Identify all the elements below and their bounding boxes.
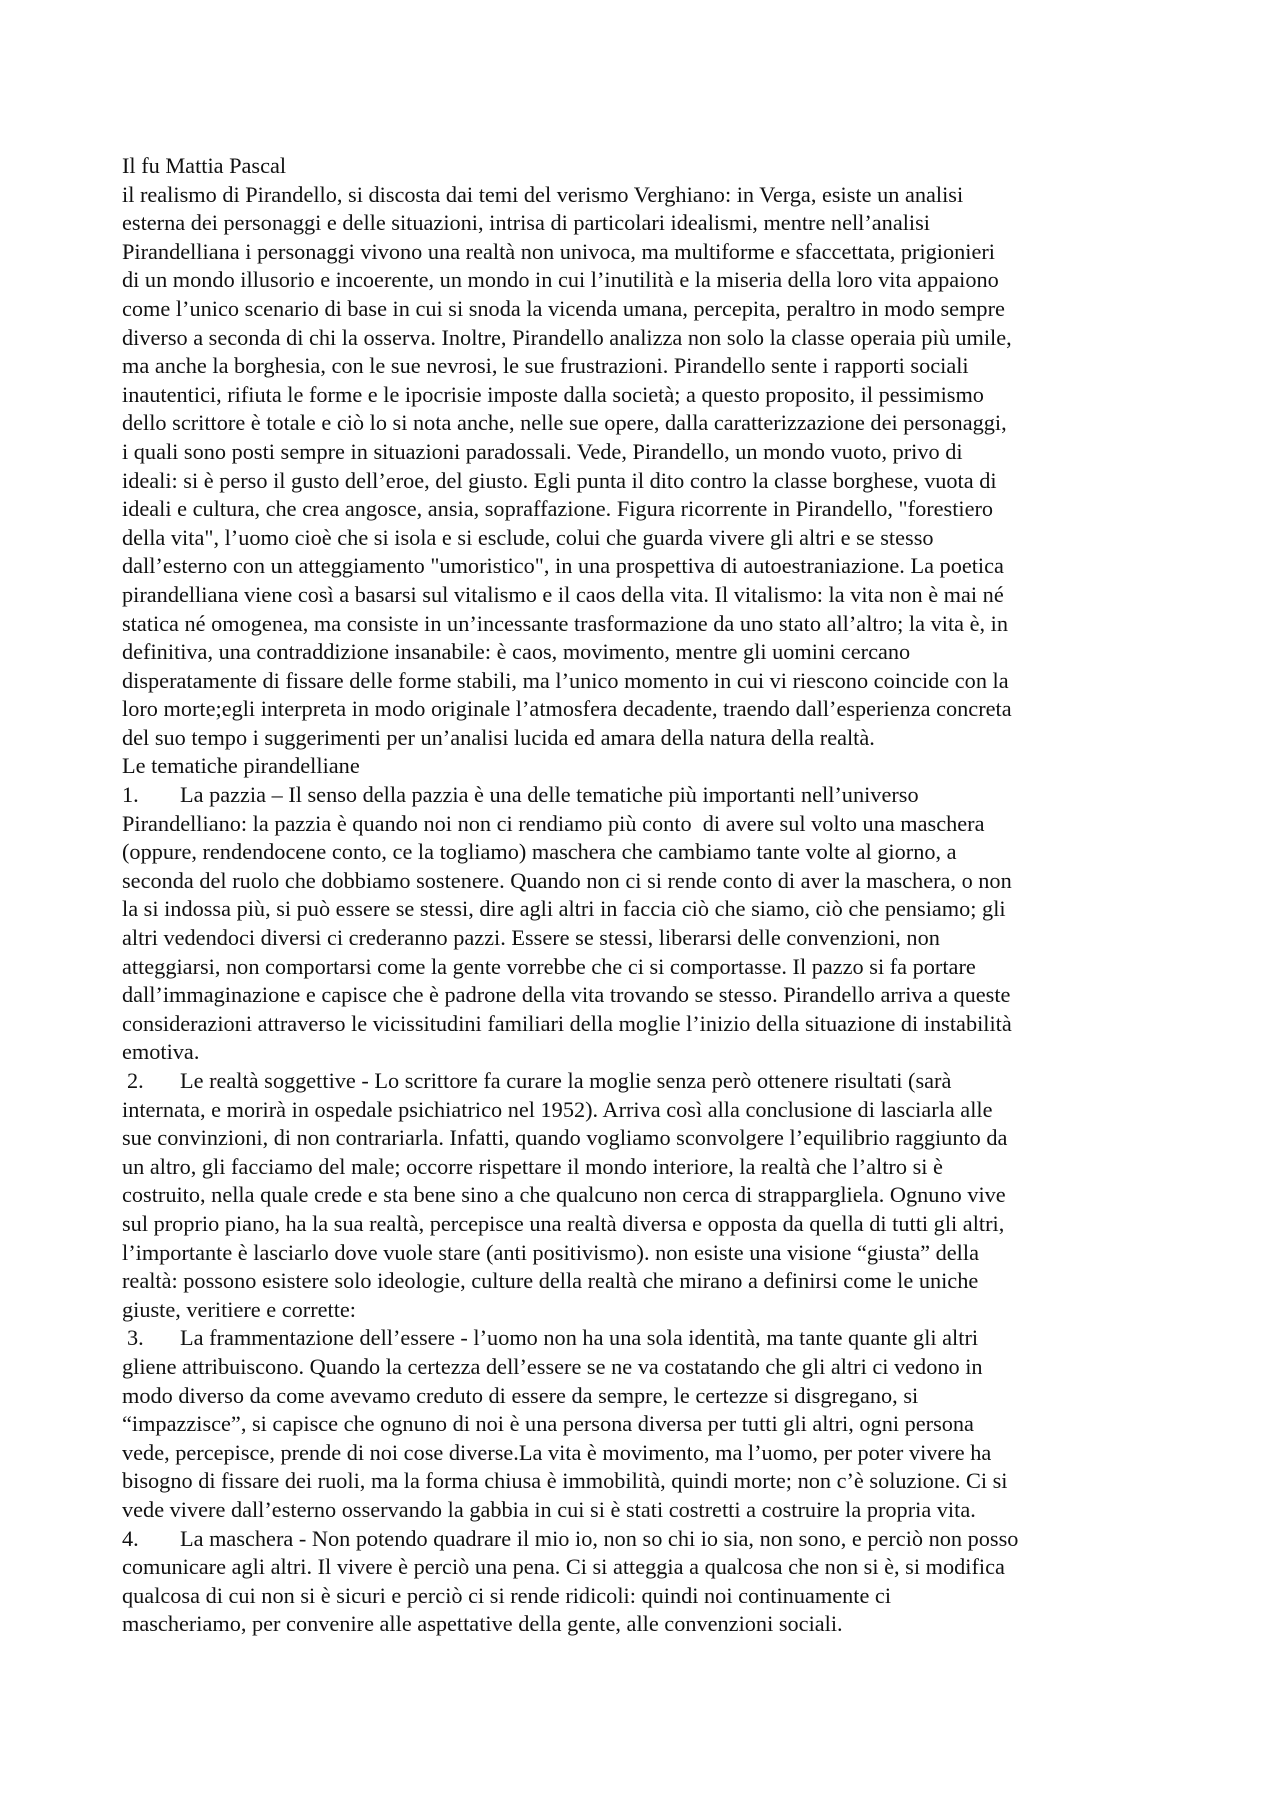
list-item-first-line xyxy=(122,1067,1170,1096)
text-line: La pazzia – Il senso della pazzia è una delle tematiche più importanti nell’universo xyxy=(180,782,919,808)
text-line: la si indossa più, si può essere se stessi, dire agli altri in faccia ciò che siamo, ciò che pensiamo; gli xyxy=(122,896,1006,922)
section-heading: Le tematiche pirandelliane xyxy=(122,753,360,779)
text-line: internata, e morirà in ospedale psichiatrico nel 1952). Arriva così alla conclusione di lasciarla alle xyxy=(122,1096,993,1122)
list-item-first-line xyxy=(122,1324,1170,1353)
text-line: dall’esterno con un atteggiamento "umoristico", in una prospettiva di autoestraniazione. La poetica xyxy=(122,553,1004,579)
text-line: ma anche la borghesia, con le sue nevrosi, le sue frustrazioni. Pirandello sente i rapporti sociali xyxy=(122,353,969,379)
text-line: La maschera - Non potendo quadrare il mio io, non so chi io sia, non sono, e perciò non posso xyxy=(180,1525,1019,1551)
intro-paragraph xyxy=(122,181,1170,753)
list-item-first-line xyxy=(122,1525,1170,1554)
list-item-first-line xyxy=(122,781,1170,810)
text-line: vede vivere dall’esterno osservando la gabbia in cui si è stati costretti a costruire la propria vita. xyxy=(122,1496,976,1522)
list-number: 4. xyxy=(122,1525,139,1551)
text-line: statica né omogenea, ma consiste in un’incessante trasformazione da uno stato all’altro; la vita è, in xyxy=(122,610,1008,636)
text-line: dello scrittore è totale e ciò lo si nota anche, nelle sue opere, dalla caratterizzazione dei personaggi, xyxy=(122,410,1007,436)
text-line: “impazzisce”, si capisce che ognuno di noi è una persona diversa per tutti gli altri, ogni persona xyxy=(122,1411,974,1437)
text-line: bisogno di fissare dei ruoli, ma la forma chiusa è immobilità, quindi morte; non c’è soluzione. Ci si xyxy=(122,1468,1008,1494)
text-line: vede, percepisce, prende di noi cose diverse.La vita è movimento, ma l’uomo, per poter vivere ha xyxy=(122,1439,992,1465)
text-line: ideali e cultura, che crea angosce, ansia, sopraffazione. Figura ricorrente in Pirandello, "forestiero xyxy=(122,496,994,522)
text-line: come l’unico scenario di base in cui si snoda la vicenda umana, percepita, peraltro in modo sempre xyxy=(122,295,1005,321)
text-line: giuste, veritiere e corrette: xyxy=(122,1296,356,1322)
text-line: Pirandelliano: la pazzia è quando noi non ci rendiamo più conto di avere sul volto una maschera xyxy=(122,810,985,836)
text-line: inautentici, rifiuta le forme e le ipocrisie imposte dalla società; a questo proposito, il pessimismo xyxy=(122,381,984,407)
text-line: il realismo di Pirandello, si discosta dai temi del verismo Verghiano: in Verga, esiste un analisi xyxy=(122,181,964,207)
text-line: emotiva. xyxy=(122,1039,200,1065)
text-line: comunicare agli altri. Il vivere è perciò una pena. Ci si atteggia a qualcosa che non si è, si modifica xyxy=(122,1554,1005,1580)
text-line: ideali: si è perso il gusto dell’eroe, del giusto. Egli punta il dito contro la classe borghese, vuota di xyxy=(122,467,997,493)
text-line: i quali sono posti sempre in situazioni paradossali. Vede, Pirandello, un mondo vuoto, privo di xyxy=(122,438,963,464)
text-line: modo diverso da come avevamo creduto di essere da sempre, le certezze si disgregano, si xyxy=(122,1382,919,1408)
text-line: pirandelliana viene così a basarsi sul vitalismo e il caos della vita. Il vitalismo: la vita non è mai né xyxy=(122,581,1004,607)
text-line: (oppure, rendendocene conto, ce la togliamo) maschera che cambiamo tante volte al giorno, a xyxy=(122,839,957,865)
list-item-2 xyxy=(122,1067,1170,1324)
list-number: 3. xyxy=(127,1325,144,1351)
text-line: di un mondo illusorio e incoerente, un mondo in cui l’inutilità e la miseria della loro vita appaiono xyxy=(122,267,999,293)
document-title: Il fu Mattia Pascal xyxy=(122,153,287,178)
list-item-4 xyxy=(122,1525,1170,1639)
text-line: un altro, gli facciamo del male; occorre rispettare il mondo interiore, la realtà che l’altro si è xyxy=(122,1153,943,1179)
text-line: La frammentazione dell’essere - l’uomo non ha una sola identità, ma tante quante gli altri xyxy=(180,1325,979,1351)
list-item-3 xyxy=(122,1324,1170,1524)
text-line: del suo tempo i suggerimenti per un’analisi lucida ed amara della natura della realtà. xyxy=(122,724,875,750)
list-number: 2. xyxy=(127,1068,144,1093)
list-number: 1. xyxy=(122,782,139,808)
text-line: l’importante è lasciarlo dove vuole stare (anti positivismo). non esiste una visione “giusta” della xyxy=(122,1239,979,1265)
text-line: realtà: possono esistere solo ideologie, culture della realtà che mirano a definirsi come le uniche xyxy=(122,1268,979,1294)
text-line: qualcosa di cui non si è sicuri e perciò ci si rende ridicoli: quindi noi continuamente ci xyxy=(122,1582,892,1608)
text-line: esterna dei personaggi e delle situazioni, intrisa di particolari idealismi, mentre nell’analisi xyxy=(122,210,930,236)
text-line: sue convinzioni, di non contrariarla. Infatti, quando vogliamo sconvolgere l’equilibrio raggiunto da xyxy=(122,1125,1008,1151)
text-line: gliene attribuiscono. Quando la certezza dell’essere se ne va costatando che gli altri ci vedono in xyxy=(122,1353,983,1379)
text-line: definitiva, una contraddizione insanabile: è caos, movimento, mentre gli uomini cercano xyxy=(122,639,911,665)
document-page xyxy=(122,152,1170,1639)
text-line: dall’immaginazione e capisce che è padrone della vita trovando se stesso. Pirandello arriva a queste xyxy=(122,982,1011,1008)
list-item-1 xyxy=(122,781,1170,1067)
text-line: atteggiarsi, non comportarsi come la gente vorrebbe che ci si comportasse. Il pazzo si fa portare xyxy=(122,953,976,979)
text-line: considerazioni attraverso le vicissitudini familiari della moglie l’inizio della situazione di instabilità xyxy=(122,1010,1012,1036)
text-line: della vita", l’uomo cioè che si isola e si esclude, colui che guarda vivere gli altri e se stesso xyxy=(122,524,934,550)
text-line: seconda del ruolo che dobbiamo sostenere. Quando non ci si rende conto di aver la maschera, o non xyxy=(122,867,1012,893)
text-line: altri vedendoci diversi ci crederanno pazzi. Essere se stessi, liberarsi delle convenzioni, non xyxy=(122,925,940,951)
text-line: mascheriamo, per convenire alle aspettative della gente, alle convenzioni sociali. xyxy=(122,1611,843,1637)
text-line: diverso a seconda di chi la osserva. Inoltre, Pirandello analizza non solo la classe operaia più umile, xyxy=(122,324,1012,350)
text-line: Le realtà soggettive - Lo scrittore fa curare la moglie senza però ottenere risultati (sarà xyxy=(180,1068,952,1093)
text-line: costruito, nella quale crede e sta bene sino a che qualcuno non cerca di strappargliela. Ognuno vive xyxy=(122,1182,1006,1208)
text-line: loro morte;egli interpreta in modo originale l’atmosfera decadente, traendo dall’esperienza concreta xyxy=(122,696,1012,722)
text-line: disperatamente di fissare delle forme stabili, ma l’unico momento in cui vi riescono coincide con la xyxy=(122,667,1009,693)
text-line: Pirandelliana i personaggi vivono una realtà non univoca, ma multiforme e sfaccettata, prigionieri xyxy=(122,238,995,264)
text-line: sul proprio piano, ha la sua realtà, percepisce una realtà diversa e opposta da quella di tutti gli altri, xyxy=(122,1210,1005,1236)
